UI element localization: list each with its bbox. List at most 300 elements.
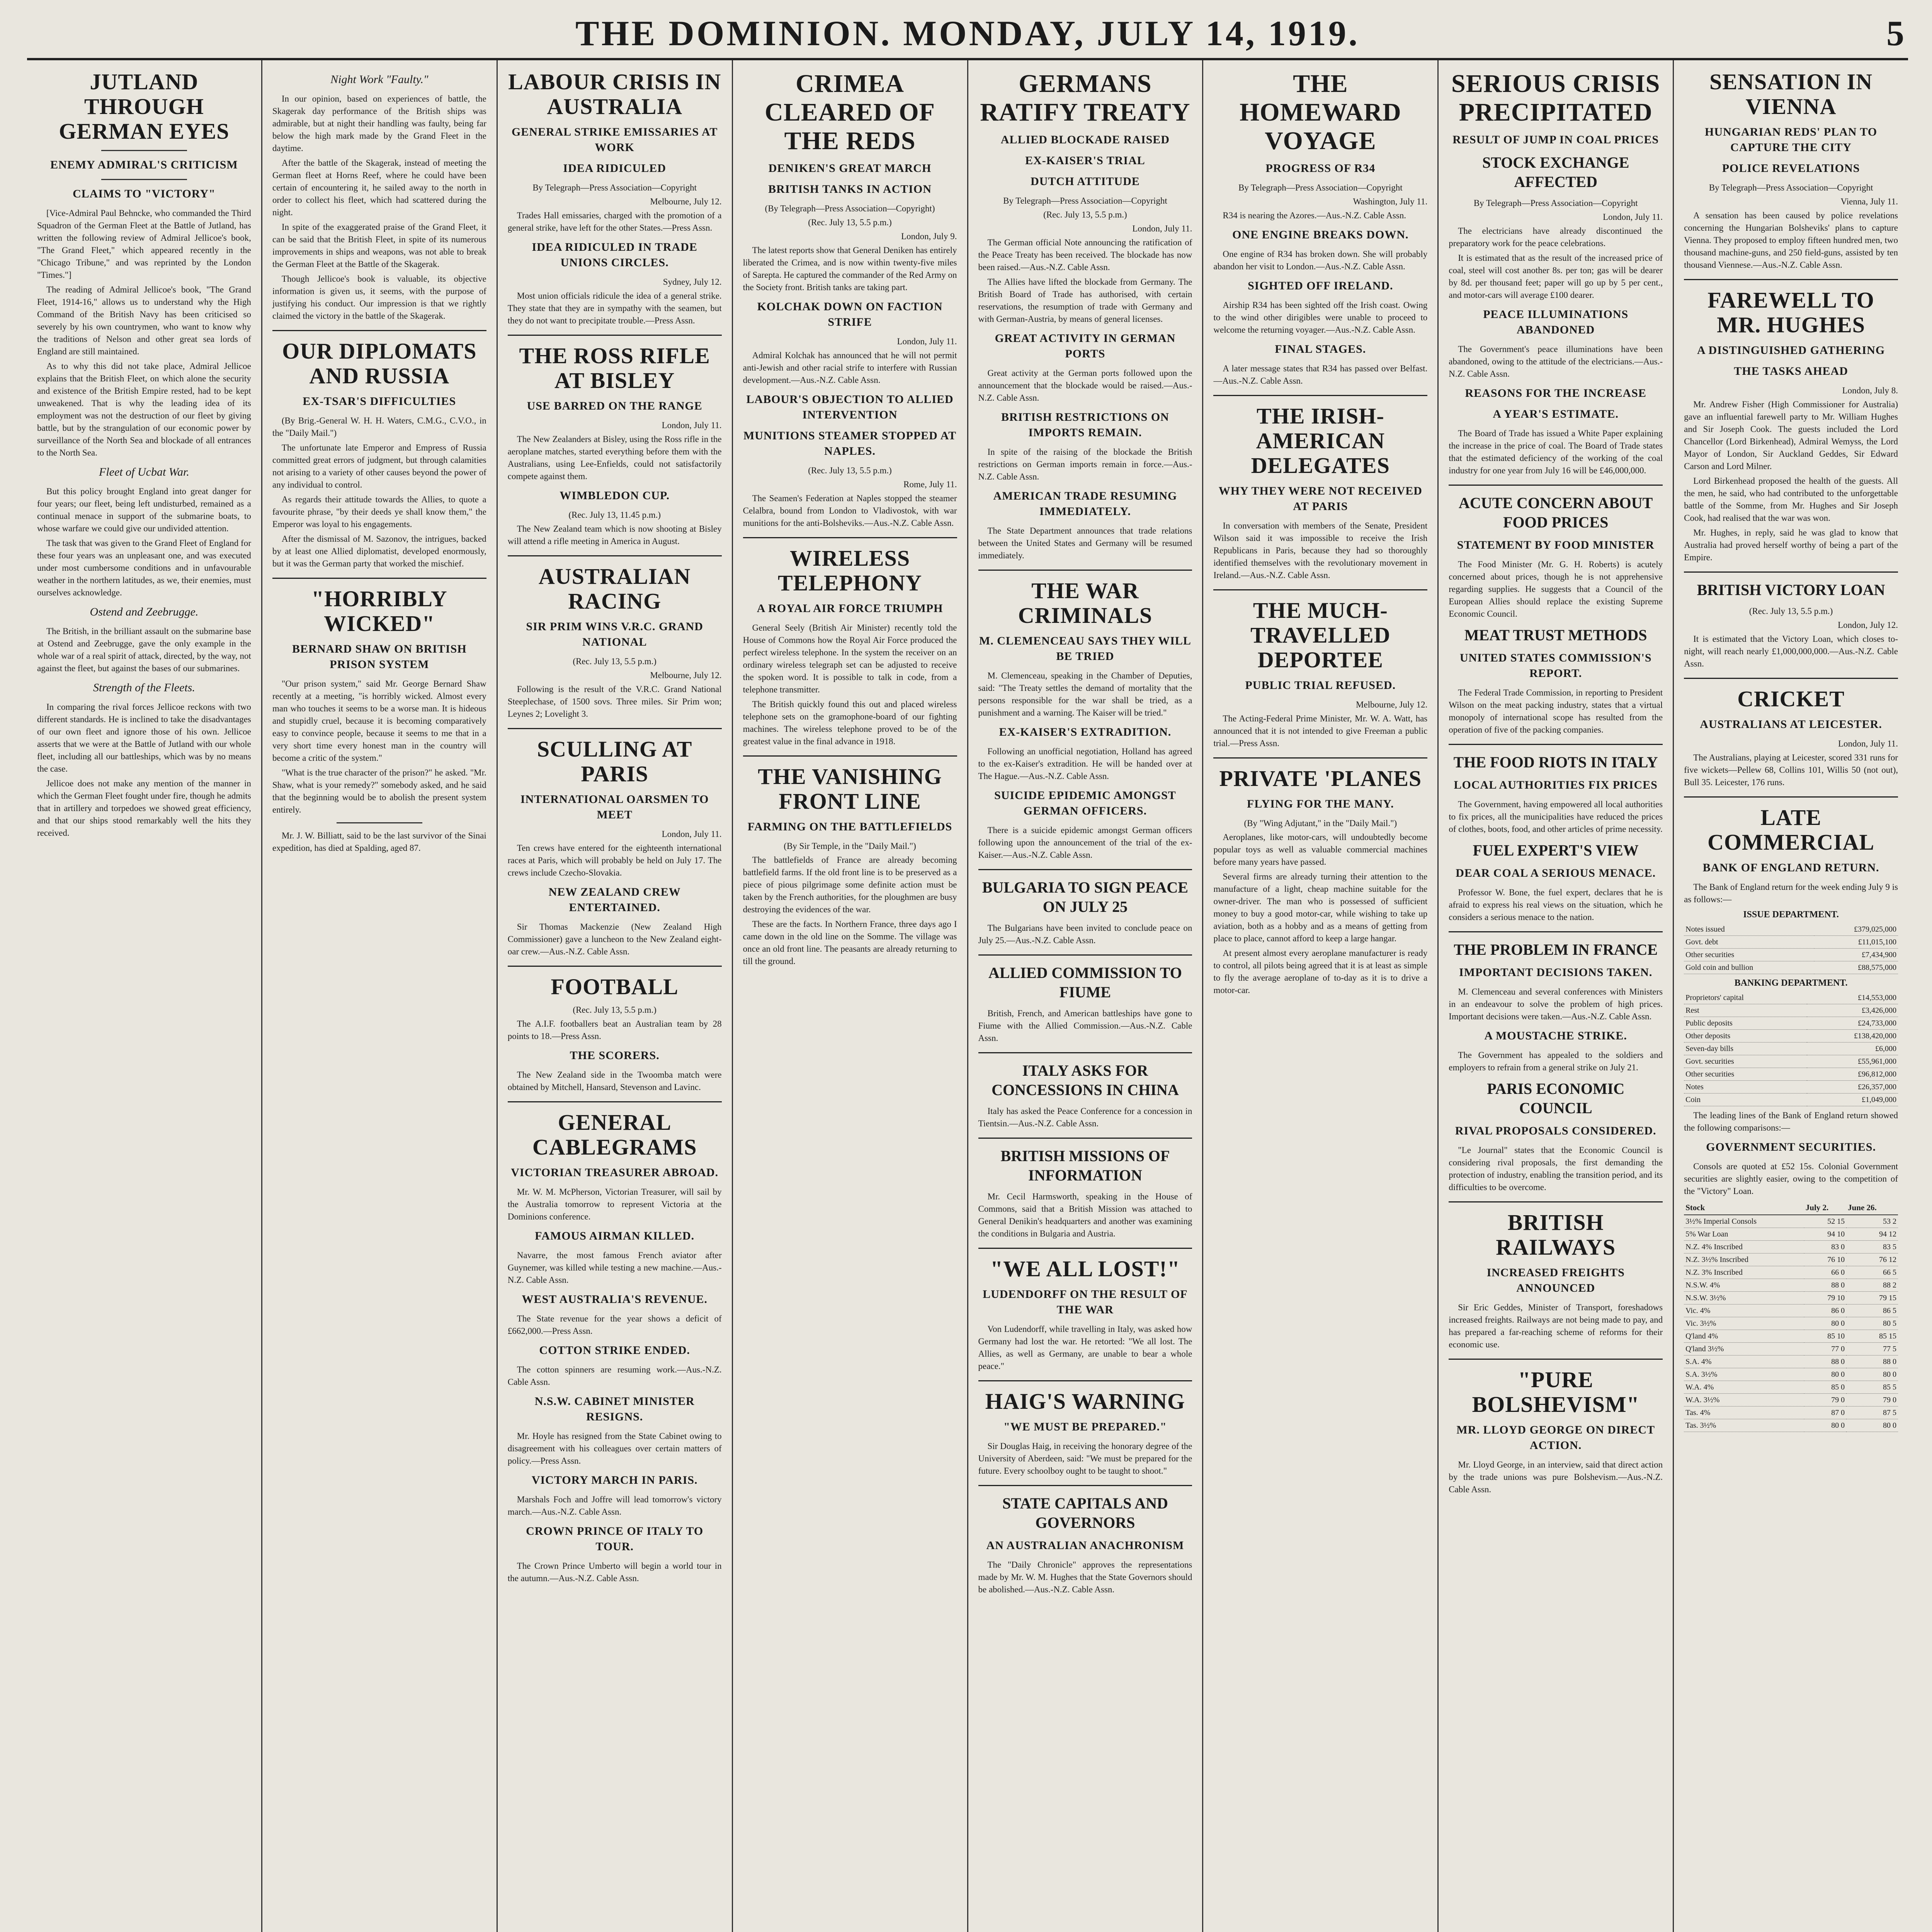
section-subhead: IDEA RIDICULED IN TRADE UNIONS CIRCLES. — [532, 241, 697, 269]
headline-fuel-expert: FUEL EXPERT'S VIEW — [1473, 842, 1639, 859]
table-cell: 80 0 — [1846, 1368, 1898, 1381]
table-cell: 88 2 — [1846, 1279, 1898, 1292]
headline-ross-rifle: THE ROSS RIFLE AT BISLEY — [519, 343, 710, 393]
masthead — [27, 12, 1908, 60]
table-cell: S.A. 4% — [1684, 1355, 1804, 1368]
headline-pure-bolshevism: "PURE BOLSHEVISM" — [1472, 1367, 1639, 1417]
table-cell: 77 5 — [1846, 1343, 1898, 1355]
section-subhead: SIR PRIM WINS V.R.C. GRAND NATIONAL — [526, 620, 703, 648]
table-cell: 79 15 — [1846, 1292, 1898, 1304]
article-text: Mr. Andrew Fisher (High Commissioner for Australia) gave an influential farewell party to Mr. William Hughes and Sir Joseph Cook. The guests included the Lord Chancellor (Lord Birkenhead), Admiral Wemyss, the Lord Mayor of London, Sir Auckland Geddes, Sir Edward Carson and Lord Milner. — [1684, 400, 1898, 471]
section-subhead: LOCAL AUTHORITIES FIX PRICES — [1454, 779, 1658, 791]
article-text: The Seamen's Federation at Naples stopped the steamer Celalbra, bound from London to Vladivostok, with war munitions for the anti-Bolsheviks.—Aus.-N.Z. Cable Assn. — [743, 493, 957, 528]
subhead-enemy-admiral: ENEMY ADMIRAL'S CRITICISM — [50, 158, 238, 171]
section-subhead: IMPORTANT DECISIONS TAKEN. — [1459, 966, 1653, 979]
table-cell: 76 12 — [1846, 1253, 1898, 1266]
table-cell: 80 5 — [1846, 1317, 1898, 1330]
section-subhead: N.S.W. CABINET MINISTER RESIGNS. — [534, 1395, 695, 1423]
headline-war-criminals: THE WAR CRIMINALS — [1018, 578, 1153, 628]
dateline: London, July 11. — [897, 337, 957, 346]
article-text: The cotton spinners are resuming work.—Aus.-N.Z. Cable Assn. — [507, 1365, 722, 1387]
table-cell: 79 0 — [1804, 1394, 1846, 1406]
table-cell: 66 0 — [1804, 1266, 1846, 1279]
table-cell: 66 5 — [1846, 1266, 1898, 1279]
headline-bulgaria: BULGARIA TO SIGN PEACE ON JULY 25 — [982, 879, 1188, 915]
subhead-r34: PROGRESS OF R34 — [1265, 162, 1376, 175]
table-cell: £96,812,000 — [1807, 1068, 1898, 1081]
column-1 — [27, 60, 262, 1932]
headline-wireless: WIRELESS TELEPHONY — [777, 546, 922, 595]
table-header: Stock — [1684, 1201, 1804, 1215]
table-cell: £26,357,000 — [1807, 1081, 1898, 1094]
column-7 — [1439, 60, 1674, 1932]
table-cell: 79 10 — [1804, 1292, 1846, 1304]
byline: By Telegraph—Press Association—Copyright — [1709, 183, 1873, 192]
headline-problem-france: THE PROBLEM IN FRANCE — [1454, 941, 1658, 958]
table-cell: 88 0 — [1846, 1355, 1898, 1368]
article-text: In spite of the raising of the blockade the British restrictions on German imports remain in force.—Aus.-N.Z. Cable Assn. — [978, 447, 1192, 481]
article-text: Sir Thomas Mackenzie (New Zealand High Commissioner) gave a luncheon to the New Zealand eight-oar crew.—Aus.-N.Z. Cable Assn. — [507, 922, 722, 956]
article-text: Trades Hall emissaries, charged with the promotion of a general strike, have left for the other States.—Press Assn. — [507, 211, 722, 233]
headline-diplomats-russia: OUR DIPLOMATS AND RUSSIA — [282, 338, 477, 388]
headline-late-commercial: LATE COMMERCIAL — [1708, 805, 1875, 855]
section-subhead: RIVAL PROPOSALS CONSIDERED. — [1455, 1124, 1656, 1137]
table-row — [1684, 949, 1898, 961]
article-text: The New Zealanders at Bisley, using the Ross rifle in the aeroplane matches, started everything before them with the Australians, using Lee-Enfields, could not satisfactorily compete against them. — [507, 434, 722, 481]
received-line: (Rec. July 13, 5.5 p.m.) — [1749, 606, 1833, 616]
article-text: Italy has asked the Peace Conference for a concession in Tientsin.—Aus.-N.Z. Cable Assn. — [978, 1106, 1192, 1128]
article-text: Jellicoe does not make any mention of the manner in which the German Fleet fought under fire, though he admits that in artillery and torpedoes we showed great efficiency, and that our ships stood remarkably well the hits they received. — [37, 779, 251, 838]
byline: (By Sir Temple, in the "Daily Mail.") — [784, 841, 916, 851]
headline-british-missions: BRITISH MISSIONS OF INFORMATION — [1000, 1147, 1170, 1184]
article-text: The Allies have lifted the blockade from Germany. The British Board of Trade has authorised, with certain reservations, the resumption of trade with Germany and with German-Austria, by means of general licenses. — [978, 277, 1192, 324]
article-text: But this policy brought England into great danger for four years; our fleet, being left undisturbed, remained as a continual menace in support of the submarine boats, to whose warfare we could give our undivided attention. — [37, 486, 251, 533]
article-text: "Le Journal" states that the Economic Council is considering rival proposals, the first demanding the protection of industry, enabling the transition period, and its difficulties to be overcome. — [1449, 1145, 1663, 1192]
table-row — [1684, 1381, 1898, 1394]
section-subhead: AUSTRALIANS AT LEICESTER. — [1700, 718, 1882, 731]
article-text: Lord Birkenhead proposed the health of the guests. All the men, he said, who had contributed to the unforgettable battle of the Somme, from Mr. Hughes and Sir Joseph Cook, had realised that the war was won. — [1684, 476, 1898, 523]
article-text: The New Zealand team which is now shooting at Bisley will attend a rifle meeting in America in August. — [507, 524, 722, 546]
dateline: Melbourne, July 12. — [1355, 700, 1428, 709]
dateline: London, July 11. — [1603, 212, 1663, 222]
subhead-idea-ridiculed: IDEA RIDICULED — [563, 162, 666, 175]
subhead-british-tanks: BRITISH TANKS IN ACTION — [768, 183, 932, 196]
headline-haigs-warning: HAIG'S WARNING — [985, 1389, 1185, 1414]
table-row — [1684, 1317, 1898, 1330]
table-cell: 83 5 — [1846, 1241, 1898, 1253]
table-cell: Govt. securities — [1684, 1055, 1807, 1068]
headline-vienna: SENSATION IN VIENNA — [1709, 69, 1872, 119]
table-cell: Gold coin and bullion — [1684, 961, 1814, 974]
article-text: Sir Douglas Haig, in receiving the honorary degree of the University of Aberdeen, said: "We must be prepared for the future. Every schoolboy ought to be taught to shoot." — [978, 1441, 1192, 1476]
received-line: (Rec. July 13, 5.5 p.m.) — [573, 1005, 656, 1015]
article-text: Mr. Hoyle has resigned from the State Cabinet owing to disagreement with his colleagues over certain matters of policy.—Press Assn. — [507, 1431, 722, 1466]
dateline: Vienna, July 11. — [1840, 197, 1898, 206]
headline-football: FOOTBALL — [551, 974, 679, 999]
article-text: Marshals Foch and Joffre will lead tomorrow's victory march.—Aus.-N.Z. Cable Assn. — [507, 1495, 722, 1517]
byline: (By Telegraph—Press Association—Copyright) — [765, 204, 935, 213]
table-cell: Rest — [1684, 1004, 1807, 1017]
table-cell: Govt. debt — [1684, 936, 1814, 949]
table-row — [1684, 1055, 1898, 1068]
article-text: The State Department announces that trade relations between the United States and Germany will be resumed immediately. — [978, 526, 1192, 560]
column-6 — [1203, 60, 1439, 1932]
article-text: Several firms are already turning their attention to the manufacture of a light, cheap machine suitable for the owner-driver. The man who is possessed of sufficient money to buy a good motor-car, while wishing to take up aviation, both as a hobby and as a means of getting from place to place, cannot afford to keep a large hangar. — [1213, 872, 1428, 943]
article-text: The German official Note announcing the ratification of the Peace Treaty has been received. The blockade has now been raised.—Aus.-N.Z. Cable Assn. — [978, 238, 1192, 272]
received-line: (Rec. July 13, 5.5 p.m.) — [1043, 210, 1127, 219]
table-header: July 2. — [1804, 1201, 1846, 1215]
table-cell: 94 12 — [1846, 1228, 1898, 1241]
dateline: Melbourne, July 12. — [650, 670, 722, 680]
section-subhead: DEAR COAL A SERIOUS MENACE. — [1456, 867, 1656, 879]
subhead-claims-victory: CLAIMS TO "VICTORY" — [73, 187, 216, 200]
article-text: Ten crews have entered for the eighteenth international races at Paris, which will probably be held on July 17. The crews include Czecho-Slovakia. — [507, 843, 722, 878]
table-cell: N.Z. 4% Inscribed — [1684, 1241, 1804, 1253]
headline-general-cablegrams: GENERAL CABLEGRAMS — [532, 1110, 697, 1160]
headline-horribly-wicked: "HORRIBLY WICKED" — [311, 586, 447, 636]
table-cell: 80 0 — [1804, 1368, 1846, 1381]
article-text: The British, in the brilliant assault on the submarine base at Ostend and Zeebrugge, gave the only example in the whole war of a real spirit of attack, directed, by the way, not against the fleet, but against the bases of our submarines. — [37, 626, 251, 673]
headline-food-prices: ACUTE CONCERN ABOUT FOOD PRICES — [1459, 494, 1653, 531]
table-row — [1684, 1081, 1898, 1094]
article-text: The Government's peace illuminations have been abandoned, owing to the attitude of the electricians.—Aus.-N.Z. Cable Assn. — [1449, 344, 1663, 379]
dateline: Washington, July 11. — [1353, 197, 1428, 206]
table-cell: £24,733,000 — [1807, 1017, 1898, 1030]
table-row — [1684, 1368, 1898, 1381]
headline-meat-trust: MEAT TRUST METHODS — [1464, 626, 1647, 644]
article-text: The Food Minister (Mr. G. H. Roberts) is acutely concerned about prices, though he is not apprehensive regarding supplies. He suggests that a Council of the European Allies should replace the existing Supreme Economic Council. — [1449, 560, 1663, 619]
table-cell: 80 0 — [1846, 1419, 1898, 1432]
column-2 — [262, 60, 498, 1932]
dateline: London, July 11. — [1838, 739, 1898, 748]
section-subhead: BANK OF ENGLAND RETURN. — [1702, 861, 1879, 874]
section-subhead: FAMOUS AIRMAN KILLED. — [535, 1230, 695, 1242]
article-text: (By Brig.-General W. H. H. Waters, C.M.G., C.V.O., in the "Daily Mail.") — [272, 416, 486, 438]
article-text: Following an unofficial negotiation, Holland has agreed to the ex-Kaiser's extradition. He will be handed over at The Hague.—Aus.-N.Z. Cable Assn. — [978, 747, 1192, 781]
headline-irish-american: THE IRISH-AMERICAN DELEGATES — [1251, 403, 1390, 478]
table-cell: Tas. 3½% — [1684, 1419, 1804, 1432]
article-text: At present almost every aeroplane manufacturer is ready to control, all pilots being agreed that it is at least as simple to fly the average aeroplane of to-day as it is to drive a motor-car. — [1213, 948, 1428, 995]
section-subhead: AMERICAN TRADE RESUMING IMMEDIATELY. — [993, 490, 1177, 518]
article-text: Most union officials ridicule the idea of a general strike. They state that they are in sympathy with the seamen, but they do not want to precipitate trouble.—Press Assn. — [507, 291, 722, 325]
article-text: In spite of the exaggerated praise of the Grand Fleet, it can be said that the British Fleet, in spite of its numerous improvements in ships and weapons, was not able to break the German Fleet at the Battle of the Skagerak. — [272, 222, 486, 269]
article-text: A sensation has been caused by police revelations concerning the Hungarian Bolsheviks' plans to capture Vienna. They proposed to employ fifteen hundred men, two thousand machine-guns, and 250 field-guns, assisted by ten thousand Viennese.—Aus.-N.Z. Cable Assn. — [1684, 211, 1898, 270]
article-text: Admiral Kolchak has announced that he will not permit anti-Jewish and other racial strife to interfere with Russian development.—Aus.-N.Z. Cable Assn. — [743, 350, 957, 385]
table-row — [1684, 1304, 1898, 1317]
article-text: The Australians, playing at Leicester, scored 331 runs for five wickets—Pellew 68, Collins 101, Willis 50 (not out), Bull 35. Leicester, 176 runs. — [1684, 753, 1898, 787]
section-subhead: FARMING ON THE BATTLEFIELDS — [747, 820, 952, 833]
dateline: London, July 9. — [901, 231, 957, 241]
headline-vanishing-front: THE VANISHING FRONT LINE — [758, 764, 942, 814]
section-subhead: A YEAR'S ESTIMATE. — [1493, 408, 1619, 420]
table-title: ISSUE DEPARTMENT. — [1743, 910, 1839, 920]
dateline: London, July 12. — [1838, 620, 1898, 630]
section-subhead: INCREASED FREIGHTS ANNOUNCED — [1486, 1266, 1625, 1294]
headline-serious-crisis: SERIOUS CRISIS PRECIPITATED — [1451, 70, 1660, 126]
table-cell: 76 10 — [1804, 1253, 1846, 1266]
article-text: The "Daily Chronicle" approves the representations made by Mr. W. M. Hughes that the State Governors should be abolished.—Aus.-N.Z. Cable Assn. — [978, 1560, 1192, 1594]
table-row — [1684, 1266, 1898, 1279]
table-cell: 94 10 — [1804, 1228, 1846, 1241]
table-cell: 80 0 — [1804, 1419, 1846, 1432]
headline-deportee: THE MUCH-TRAVELLED DEPORTEE — [1250, 598, 1391, 672]
subhead-stock-exchange: STOCK EXCHANGE AFFECTED — [1482, 154, 1629, 190]
section-subhead: REASONS FOR THE INCREASE — [1465, 387, 1646, 400]
table-row — [1684, 1406, 1898, 1419]
article-text: The Government, having empowered all local authorities to fix prices, all the municipalities have reduced the prices of clothes, boots, food, and other articles of prime necessity. — [1449, 799, 1663, 834]
table-row — [1684, 1094, 1898, 1106]
subhead-dutch: DUTCH ATTITUDE — [1031, 175, 1140, 188]
article-text: Sir Eric Geddes, Minister of Transport, foreshadows increased freights. Railways are not being made to pay, and has prepared a far-reaching scheme of reforms for their economic use. — [1449, 1303, 1663, 1349]
article-text: General Seely (British Air Minister) recently told the House of Commons how the Royal Air Force produced the perfect wireless telephone. In the system the receiver on an ordinary wireless telegraph set can be adjusted to receive the spoken word. It is possible to talk in code, from a telephone transmitter. — [743, 623, 957, 694]
table-cell: Coin — [1684, 1094, 1807, 1106]
section-subhead: FINAL STAGES. — [1275, 343, 1366, 355]
byline: By Telegraph—Press Association—Copyright — [532, 183, 697, 192]
article-text: It is estimated that as the result of the increased price of coal, steel will cost another 8s. per ton; gas will be dearer by 8d. per thousand feet; paper will go up by 5 per cent., and motor-cars will average £100 dearer. — [1449, 253, 1663, 300]
section-subhead: WEST AUSTRALIA'S REVENUE. — [522, 1293, 707, 1306]
headline-paris-economic: PARIS ECONOMIC COUNCIL — [1487, 1080, 1625, 1117]
table-cell: £88,575,000 — [1814, 961, 1898, 974]
table-cell: N.S.W. 3½% — [1684, 1292, 1804, 1304]
table-row — [1684, 1215, 1898, 1228]
section-subhead: USE BARRED ON THE RANGE — [527, 400, 702, 412]
section-subhead: UNITED STATES COMMISSION'S REPORT. — [1459, 651, 1652, 680]
masthead-title: THE DOMINION. MONDAY, JULY 14, 1919. — [575, 14, 1360, 53]
columns — [27, 60, 1908, 1932]
table-row — [1684, 1043, 1898, 1055]
section-subhead: GOVERNMENT SECURITIES. — [1706, 1141, 1876, 1153]
article-text: These are the facts. In Northern France, three days ago I came down in the old line on the Somme. The village was once an old front line. The peasants are already returning to till the ground. — [743, 919, 957, 966]
article-text: In our opinion, based on experiences of battle, the Skagerak day performance of the British ships was admirable, but at night their handling was faulty, being far below the high mark made by the Grand Fleet in the daytime. — [272, 94, 486, 153]
headline-state-capitals: STATE CAPITALS AND GOVERNORS — [1002, 1495, 1168, 1531]
subhead-blockade: ALLIED BLOCKADE RAISED — [1000, 133, 1170, 146]
article-text: Following is the result of the V.R.C. Grand National Steeplechase, of 1500 sovs. Three miles. Sir Prim won; Leynes 2; Lovelight 3. — [507, 684, 722, 719]
table-row — [1684, 961, 1898, 974]
headline-food-riots-italy: THE FOOD RIOTS IN ITALY — [1453, 753, 1658, 771]
article-text: Mr. W. M. McPherson, Victorian Treasurer, will sail by the Australia tomorrow to represent Victoria at the Dominions conference. — [507, 1187, 722, 1221]
article-text: Mr. Cecil Harmsworth, speaking in the House of Commons, said that a British Mission was attached to General Denikin's headquarters and another was examining the conditions in Bulgaria and Austria. — [978, 1192, 1192, 1238]
table-row — [1684, 1228, 1898, 1241]
section-subhead: MUNITIONS STEAMER STOPPED AT NAPLES. — [743, 429, 957, 457]
section-subhead: A MOUSTACHE STRIKE. — [1484, 1029, 1627, 1042]
table-row — [1684, 1419, 1898, 1432]
headline-we-all-lost: "WE ALL LOST!" — [990, 1256, 1180, 1281]
dateline: London, July 11. — [662, 420, 722, 430]
section-subhead: A DISTINGUISHED GATHERING — [1697, 344, 1885, 357]
section-subhead: Ostend and Zeebrugge. — [90, 605, 199, 618]
subhead-police: POLICE REVELATIONS — [1722, 162, 1860, 175]
table-cell: Vic. 3½% — [1684, 1317, 1804, 1330]
table-cell: £11,015,100 — [1814, 936, 1898, 949]
section-subhead: KOLCHAK DOWN ON FACTION STRIFE — [757, 300, 943, 328]
table-cell: 77 0 — [1804, 1343, 1846, 1355]
section-subhead: VICTORIAN TREASURER ABROAD. — [511, 1166, 719, 1179]
table-cell: 80 0 — [1804, 1317, 1846, 1330]
table-cell: 83 0 — [1804, 1241, 1846, 1253]
table-row — [1684, 1004, 1898, 1017]
headline-homeward-voyage: THE HOMEWARD VOYAGE — [1239, 70, 1401, 155]
article-text: "Our prison system," said Mr. George Bernard Shaw recently at a meeting, "is horribly wicked. Almost every man who touches it seems to be a worse man. It is hideous and stupidly cruel, because it is becoming comparatively easy to convince people, because it seems to me that in a very short time every honest man in the country will become a critic of the system." — [272, 679, 486, 763]
table-cell: 5% War Loan — [1684, 1228, 1804, 1241]
securities-table — [1684, 1201, 1898, 1432]
section-subhead: LUDENDORFF ON THE RESULT OF THE WAR — [983, 1288, 1188, 1316]
article-text: Mr. Hughes, in reply, said he was glad to know that Australia had proved herself worthy of being a part of the Empire. — [1684, 528, 1898, 562]
section-subhead: PEACE ILLUMINATIONS ABANDONED — [1483, 308, 1629, 336]
table-cell: 86 5 — [1846, 1304, 1898, 1317]
table-cell: 87 0 — [1804, 1406, 1846, 1419]
section-subhead: Strength of the Fleets. — [93, 681, 195, 694]
headline-cricket: CRICKET — [1737, 686, 1845, 711]
article-text: Navarre, the most famous French aviator after Guynemer, was killed while testing a new machine.—Aus.-N.Z. Cable Assn. — [507, 1250, 722, 1285]
table-row — [1684, 1394, 1898, 1406]
table-cell: 88 0 — [1804, 1355, 1846, 1368]
section-subhead: BRITISH RESTRICTIONS ON IMPORTS REMAIN. — [1001, 411, 1169, 439]
article-text: The battlefields of France are already becoming battlefield farms. If the old front line is to be preserved as a piece of pious pilgrimage some definite action must be taken by the French authorities, for the ploughmen are busy destroying the evidences of the war. — [743, 855, 957, 914]
subhead-coal-prices: RESULT OF JUMP IN COAL PRICES — [1452, 133, 1659, 146]
headline-private-planes: PRIVATE 'PLANES — [1219, 766, 1422, 791]
article-text: As to why this did not take place, Admiral Jellicoe explains that the British Fleet, on which alone the security and existence of the British Empire rested, had to be kept unweakened. That is why the leading idea of its employment was not the destruction of our fleet by giving battle, but by the strangulation of our economic power by surveillance of the North Sea and blockade of all entrances to the North Sea. — [37, 361, 251, 457]
headline-italy-china: ITALY ASKS FOR CONCESSIONS IN CHINA — [992, 1062, 1179, 1099]
article-text: In comparing the rival forces Jellicoe reckons with two different standards. He is inclined to take the disadvantages of our own fleet and ignore those of his own. Jellicoe asserts that we were at the Battle of Jutland with our whole fleet, including all our battleships, which was by no means the case. — [37, 702, 251, 774]
received-line: (Rec. July 13, 5.5 p.m.) — [808, 466, 892, 475]
article-text: The task that was given to the Grand Fleet of England for these four years was an unpleasant one, and was executed under most cumbersome conditions and in unfavourable weather in the northern latitudes, as we, their enemies, must ourselves acknowledge. — [37, 538, 251, 597]
table-cell: N.S.W. 4% — [1684, 1279, 1804, 1292]
table-cell: N.Z. 3½% Inscribed — [1684, 1253, 1804, 1266]
table-row — [1684, 1241, 1898, 1253]
dateline: Rome, July 11. — [903, 480, 957, 489]
table-cell: £14,553,000 — [1807, 992, 1898, 1004]
column-3 — [498, 60, 733, 1932]
article-text: M. Clemenceau and several conferences with Ministers in an endeavour to solve the problem of high prices. Important decisions were taken.—Aus.-N.Z. Cable Assn. — [1449, 987, 1663, 1021]
table-title: BANKING DEPARTMENT. — [1734, 978, 1848, 988]
table-cell: £1,049,000 — [1807, 1094, 1898, 1106]
section-subhead: STATEMENT BY FOOD MINISTER — [1457, 539, 1655, 551]
table-cell: 53 2 — [1846, 1215, 1898, 1228]
table-cell: Proprietors' capital — [1684, 992, 1807, 1004]
article-text: As regards their attitude towards the Allies, to quote a favourite phrase, "by their deeds ye shall know them," the Emperor was loyal to his engagements. — [272, 495, 486, 529]
article-text: Mr. J. W. Billiatt, said to be the last survivor of the Sinai expedition, has died at Spalding, aged 87. — [272, 831, 486, 853]
table-row — [1684, 1030, 1898, 1043]
article-text: Mr. Lloyd George, in an interview, said that direct action by the trade unions was pure Bolshevism.—Aus.-N.Z. Cable Assn. — [1449, 1460, 1663, 1494]
table-cell: Q'land 4% — [1684, 1330, 1804, 1343]
table-cell: Other securities — [1684, 949, 1814, 961]
section-subhead: Fleet of Ucbat War. — [99, 466, 189, 478]
article-text: The Acting-Federal Prime Minister, Mr. W. A. Watt, has announced that it is not intended to give Freeman a public trial.—Press Assn. — [1213, 714, 1428, 748]
dateline: London, July 11. — [662, 829, 722, 839]
headline-farewell-hughes: FAREWELL TO MR. HUGHES — [1708, 287, 1874, 337]
table-cell: 85 10 — [1804, 1330, 1846, 1343]
subhead-ex-kaiser: EX-KAISER'S TRIAL — [1025, 154, 1145, 167]
headline-germans-ratify: GERMANS RATIFY TREATY — [980, 70, 1190, 126]
table-cell: W.A. 4% — [1684, 1381, 1804, 1394]
article-text: Consols are quoted at £52 15s. Colonial Government securities are slightly easier, owing to the competition of the "Victory" Loan. — [1684, 1162, 1898, 1196]
table-cell: W.A. 3½% — [1684, 1394, 1804, 1406]
table-cell: 79 0 — [1846, 1394, 1898, 1406]
article-text: The leading lines of the Bank of England return showed the following comparisons:— — [1684, 1111, 1898, 1133]
article-text: The A.I.F. footballers beat an Australian team by 28 points to 18.—Press Assn. — [507, 1019, 722, 1041]
headline-fiume: ALLIED COMMISSION TO FIUME — [988, 964, 1182, 1001]
byline: By Telegraph—Press Association—Copyright — [1003, 196, 1167, 206]
article-text: The New Zealand side in the Twoomba match were obtained by Mitchell, Hansard, Stevenson and Lavinc. — [507, 1070, 722, 1092]
table-cell: Seven-day bills — [1684, 1043, 1807, 1055]
table-row — [1684, 1292, 1898, 1304]
column-8 — [1674, 60, 1908, 1932]
article-text: The unfortunate late Emperor and Empress of Russia committed great errors of judgment, but through calamities not arising to a variety of other causes beyond the power of any individual to control. — [272, 443, 486, 490]
table-cell: Other securities — [1684, 1068, 1807, 1081]
byline: By Telegraph—Press Association—Copyright — [1238, 183, 1403, 192]
article-text: The electricians have already discontinued the preparatory work for the peace celebrations. — [1449, 226, 1663, 248]
article-text: Great activity at the German ports followed upon the announcement that the blockade would be raised.—Aus.-N.Z. Cable Assn. — [978, 368, 1192, 403]
section-subhead: PUBLIC TRIAL REFUSED. — [1245, 679, 1396, 692]
table-cell: £379,025,000 — [1814, 923, 1898, 936]
section-subhead: SUICIDE EPIDEMIC AMONGST GERMAN OFFICERS. — [994, 789, 1176, 817]
issue-department-table — [1684, 923, 1898, 974]
article-text: After the battle of the Skagerak, instead of meeting the German fleet at Horns Reef, where he could have been certain of encountering it, he sailed away to the north in order to collect his fleet, which had scattered during the night. — [272, 158, 486, 217]
table-cell: Q'land 3½% — [1684, 1343, 1804, 1355]
subhead-shaw-prison: BERNARD SHAW ON BRITISH PRISON SYSTEM — [292, 643, 467, 671]
headline-crimea: CRIMEA CLEARED OF THE REDS — [765, 70, 935, 155]
article-text: The Bulgarians have been invited to conclude peace on July 25.—Aus.-N.Z. Cable Assn. — [978, 923, 1192, 945]
table-cell: £3,426,000 — [1807, 1004, 1898, 1017]
article-text: It is estimated that the Victory Loan, which closes to-night, will reach nearly £1,000,000,000.—Aus.-N.Z. Cable Assn. — [1684, 634, 1898, 668]
subhead-general-strike: GENERAL STRIKE EMISSARIES AT WORK — [511, 126, 718, 154]
article-text: The Bank of England return for the week ending July 9 is as follows:— — [1684, 882, 1898, 904]
article-text: "What is the true character of the prison?" he asked. "Mr. Shaw, what is your remedy?" somebody asked, and he said that the beginning would be to abolish the present system entirely. — [272, 768, 486, 815]
byline: By Telegraph—Press Association—Copyright — [1473, 198, 1638, 208]
article-text: The Government has appealed to the soldiers and employers to refrain from a general strike on July 21. — [1449, 1050, 1663, 1072]
section-subhead: THE SCORERS. — [570, 1049, 660, 1062]
section-subhead: "WE MUST BE PREPARED." — [1003, 1420, 1167, 1433]
received-line: (Rec. July 13, 5.5 p.m.) — [808, 218, 892, 227]
page-number: 5 — [1886, 14, 1904, 53]
table-row — [1684, 1279, 1898, 1292]
section-subhead: EX-KAISER'S EXTRADITION. — [999, 726, 1172, 738]
section-subhead: GREAT ACTIVITY IN GERMAN PORTS — [995, 332, 1176, 360]
table-cell: Vic. 4% — [1684, 1304, 1804, 1317]
table-cell: £6,000 — [1807, 1043, 1898, 1055]
section-subhead: A ROYAL AIR FORCE TRIUMPH — [757, 602, 943, 615]
byline: (By "Wing Adjutant," in the "Daily Mail.") — [1244, 818, 1397, 828]
table-cell: 3½% Imperial Consols — [1684, 1215, 1804, 1228]
section-subhead: WHY THEY WERE NOT RECEIVED AT PARIS — [1218, 485, 1422, 513]
article-text: Though Jellicoe's book is valuable, its objective information is given us, it seems, with the purpose of justifying his conduct. Our impression is that we rightly claimed the victory in the battle of the Skagerak. — [272, 274, 486, 321]
section-subhead: FLYING FOR THE MANY. — [1247, 798, 1394, 810]
article-text: The reading of Admiral Jellicoe's book, "The Grand Fleet, 1914-16," allows us to understand why the High Command of the British Navy has been criticised so severely by his own countrymen, who want to know why the traditions of Nelson and other great sea lords of England are still maintained. — [37, 285, 251, 356]
table-cell: 85 15 — [1846, 1330, 1898, 1343]
article-text: Aeroplanes, like motor-cars, will undoubtedly become popular toys as well as valuable commercial machines before many years have passed. — [1213, 832, 1428, 867]
article-text: In conversation with members of the Senate, President Wilson said it was impossible to receive the Irish Republicans in Paris, because they had so thoroughly identified themselves with the revolutionary movement in Ireland.—Aus.-N.Z. Cable Assn. — [1213, 521, 1428, 580]
section-subhead: ONE ENGINE BREAKS DOWN. — [1232, 228, 1409, 241]
section-subhead: LABOUR'S OBJECTION TO ALLIED INTERVENTION — [746, 393, 954, 421]
table-cell: Tas. 4% — [1684, 1406, 1804, 1419]
section-subhead: WIMBLEDON CUP. — [560, 489, 670, 502]
received-line: (Rec. July 13, 11.45 p.m.) — [568, 510, 661, 520]
section-subhead: MR. LLOYD GEORGE ON DIRECT ACTION. — [1456, 1423, 1655, 1452]
article-text: There is a suicide epidemic amongst German officers following upon the announcement of the trial of the ex-Kaiser.—Aus.-N.Z. Cable Assn. — [978, 825, 1192, 860]
dateline: Sydney, July 12. — [663, 277, 722, 287]
headline-jutland: JUTLAND THROUGH GERMAN EYES — [59, 69, 230, 144]
dateline: Melbourne, July 12. — [650, 197, 722, 206]
section-subhead: AN AUSTRALIAN ANACHRONISM — [986, 1539, 1184, 1552]
table-cell: £138,420,000 — [1807, 1030, 1898, 1043]
article-text: The Crown Prince Umberto will begin a world tour in the autumn.—Aus.-N.Z. Cable Assn. — [507, 1561, 722, 1583]
table-row — [1684, 1253, 1898, 1266]
section-subhead: Night Work "Faulty." — [330, 73, 429, 86]
article-text: The latest reports show that General Deniken has entirely liberated the Crimea, and is now within twenty-five miles of Sarepta. He captured the commander of the Red Army on the Society front. British tanks are taking part. — [743, 245, 957, 292]
headline-australian-racing: AUSTRALIAN RACING — [538, 564, 691, 614]
table-cell: Notes — [1684, 1081, 1807, 1094]
article-text: The British quickly found this out and placed wireless telephone sets on the gramophone-board of our fighting machines. The wireless telephone proved to be of the greatest value in the final advance in 1918. — [743, 699, 957, 746]
